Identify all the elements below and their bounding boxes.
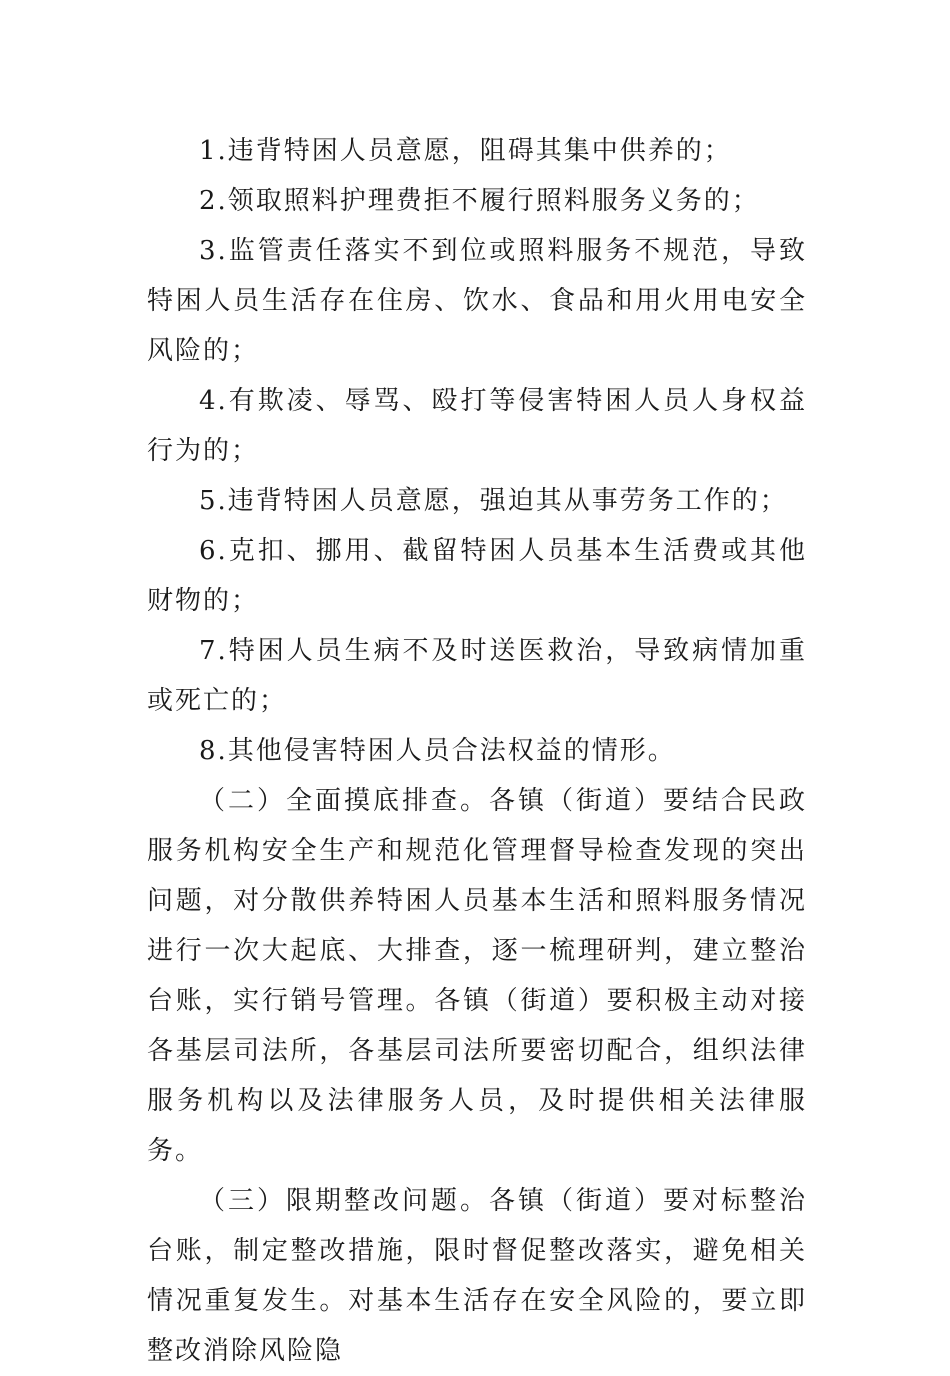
paragraph-item-4: 4.有欺凌、辱骂、殴打等侵害特困人员人身权益行为的； bbox=[147, 386, 807, 466]
paragraph-section-2: （二）全面摸底排查。各镇（街道）要结合民政服务机构安全生产和规范化管理督导检查发现的突出问题，对分散供养特困人员基本生活和照料服务情况进行一次大起底、大排查，逐一梳理研判，建立整治台账，实行销号管理。各镇（街道）要积极主动对接各基层司法所，各基层司法所要密切配合，组织法律服务机构以及法律服务人员，及时提供相关法律服务。 bbox=[147, 786, 807, 1166]
paragraph-item-1: 1.违背特困人员意愿，阻碍其集中供养的； bbox=[199, 136, 732, 166]
paragraph-item-8: 8.其他侵害特困人员合法权益的情形。 bbox=[199, 736, 676, 766]
paragraph-section-3: （三）限期整改问题。各镇（街道）要对标整治台账，制定整改措施，限时督促整改落实，避免相关情况重复发生。对基本生活存在安全风险的，要立即整改消除风险隐 bbox=[147, 1186, 807, 1366]
paragraph-item-5: 5.违背特困人员意愿，强迫其从事劳务工作的； bbox=[199, 486, 788, 516]
paragraph-item-2: 2.领取照料护理费拒不履行照料服务义务的； bbox=[199, 186, 760, 216]
document-body bbox=[147, 126, 807, 1376]
paragraph-item-3: 3.监管责任落实不到位或照料服务不规范，导致特困人员生活存在住房、饮水、食品和用火用电安全风险的； bbox=[147, 236, 807, 366]
paragraph-item-7: 7.特困人员生病不及时送医救治，导致病情加重或死亡的； bbox=[147, 636, 807, 716]
paragraph-item-6: 6.克扣、挪用、截留特困人员基本生活费或其他财物的； bbox=[147, 536, 807, 616]
